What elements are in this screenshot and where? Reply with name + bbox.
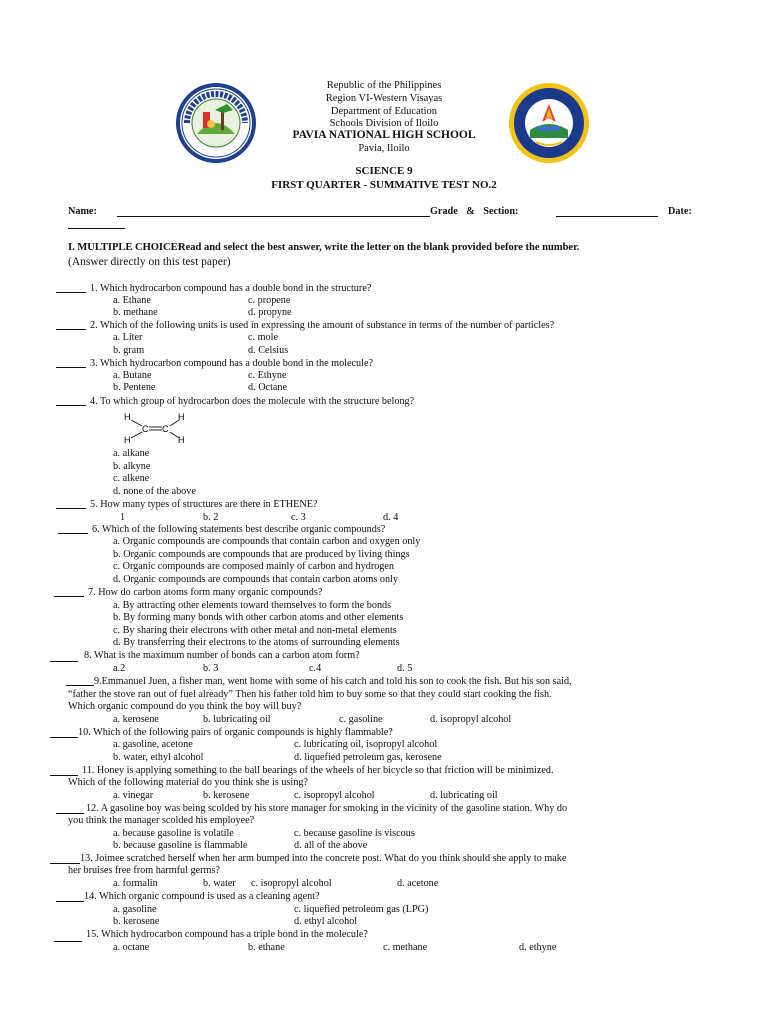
q3-option-a: a. Butane <box>113 370 152 381</box>
q8-option-a: a.2 <box>113 663 126 674</box>
q2-option-a: a. Liter <box>113 332 143 343</box>
q1-option-d: d. propyne <box>248 307 292 318</box>
q13-option-d: d. acetone <box>397 878 439 889</box>
q10-option-a: a. gasoline, acetone <box>113 739 193 750</box>
question-11-line-1: 11. Honey is applying something to the ball bearings of the wheels of her bicycle so that friction will be minimized. <box>82 765 554 776</box>
q12-option-c: c. because gasoline is viscous <box>294 828 415 839</box>
answer-blank-6[interactable] <box>58 524 88 534</box>
question-11-line-2: Which of the following material do you think she is using? <box>68 777 308 788</box>
q1-option-b: b. methane <box>113 307 158 318</box>
q6-option-d: d. Organic compounds are compounds that contain carbon atoms only <box>113 574 398 585</box>
q10-option-c: c. lubricating oil, isopropyl alcohol <box>294 739 438 750</box>
answer-blank-1[interactable] <box>56 283 86 293</box>
q5-option-a: 1 <box>120 512 126 523</box>
q7-option-c: c. By sharing their electrons with other metal and non-metal elements <box>113 625 397 636</box>
answer-blank-3[interactable] <box>56 358 86 368</box>
q11-option-b: b. kerosene <box>203 790 250 801</box>
header-line-3: Department of Education <box>330 106 438 117</box>
q11-option-a: a. vinegar <box>113 790 154 801</box>
section-title: I. MULTIPLE CHOICE: <box>68 242 182 253</box>
header-line-1: Republic of the Philippines <box>326 80 442 91</box>
structure-h3: H <box>124 435 131 445</box>
q4-option-c: c. alkene <box>113 473 150 484</box>
q8-option-d: d. 5 <box>397 663 413 674</box>
q1-option-a: a. Ethane <box>113 295 151 306</box>
structure-c1: C <box>142 424 149 434</box>
answer-blank-4[interactable] <box>56 396 86 406</box>
q3-option-b: b. Pentene <box>113 382 156 393</box>
question-8: 8. What is the maximum number of bonds can a carbon atom form? <box>84 650 360 661</box>
q11-option-c: c. isopropyl alcohol <box>294 790 375 801</box>
school-name: PAVIA NATIONAL HIGH SCHOOL <box>292 129 476 141</box>
q10-option-b: b. water, ethyl alcohol <box>113 752 204 763</box>
school-town: Pavia, Iloilo <box>358 143 410 154</box>
q7-option-a: a. By attracting other elements toward themselves to form the bonds <box>113 600 392 611</box>
question-15: 15. Which hydrocarbon compound has a triple bond in the molecule? <box>86 929 368 940</box>
question-2: 2. Which of the following units is used in expressing the amount of substance in terms of the number of particles? <box>90 320 555 331</box>
q3-option-c: c. Ethyne <box>248 370 287 381</box>
answer-blank-2[interactable] <box>56 320 86 330</box>
header-line-4: Schools Division of Iloilo <box>329 118 439 129</box>
question-5: 5. How many types of structures are there in ETHENE? <box>90 499 318 510</box>
answer-blank-14[interactable] <box>56 892 84 902</box>
q15-option-c: c. methane <box>383 942 428 953</box>
q9-option-a: a. kerosene <box>113 714 159 725</box>
q10-option-d: d. liquefied petroleum gas, kerosene <box>294 752 442 763</box>
answer-blank-9[interactable] <box>66 676 94 686</box>
question-9-line-2: “father the stove ran out of fuel already” Then his father told him to buy some so that they could start cooking the fish. <box>68 689 552 700</box>
q15-option-d: d. ethyne <box>519 942 557 953</box>
q9-option-d: d. isopropyl alcohol <box>430 714 512 725</box>
q6-option-a: a. Organic compounds are compounds that contain carbon and oxygen only <box>113 536 421 547</box>
answer-blank-15[interactable] <box>54 932 82 942</box>
q14-option-c: c. liquefied petroleum gas (LPG) <box>294 904 429 915</box>
q14-option-d: d. ethyl alcohol <box>294 916 358 927</box>
question-6: 6. Which of the following statements best describe organic compounds? <box>92 524 386 535</box>
q13-option-c: c. isopropyl alcohol <box>251 878 332 889</box>
grade-section-field[interactable] <box>556 205 658 217</box>
question-12-line-1: 12. A gasoline boy was being scolded by his store manager for smoking in the vicinity of the gasoline station. Why do <box>86 803 568 814</box>
answer-blank-12[interactable] <box>56 804 84 814</box>
q2-option-b: b. gram <box>113 345 145 356</box>
q5-option-b: b. 2 <box>203 512 219 523</box>
q4-option-a: a. alkane <box>113 448 150 459</box>
answer-blank-8[interactable] <box>50 652 78 662</box>
q14-option-a: a. gasoline <box>113 904 157 915</box>
question-4: 4. To which group of hydrocarbon does the molecule with the structure belong? <box>90 396 415 407</box>
structure-h4: H <box>178 435 185 445</box>
subject-title: SCIENCE 9 <box>355 165 413 177</box>
grade-section-label: Grade & Section: <box>430 206 519 217</box>
q14-option-b: b. kerosene <box>113 916 160 927</box>
q6-option-b: b. Organic compounds are compounds that are produced by living things <box>113 549 410 560</box>
q8-option-b: b. 3 <box>203 663 219 674</box>
q9-option-b: b. lubricating oil <box>203 714 271 725</box>
date-label: Date: <box>668 206 692 217</box>
answer-blank-11[interactable] <box>50 766 78 776</box>
q12-option-d: d. all of the above <box>294 840 368 851</box>
section-instruction: Read and select the best answer, write the letter on the blank provided before the number. <box>178 242 580 253</box>
structure-h2: H <box>178 412 185 422</box>
q12-option-b: b. because gasoline is flammable <box>113 840 248 851</box>
structure-h1: H <box>124 412 131 422</box>
q2-option-c: c. mole <box>248 332 278 343</box>
question-12-line-2: you think the manager scolded his employee? <box>68 815 255 826</box>
q4-option-b: b. alkyne <box>113 461 151 472</box>
q8-option-c: c.4 <box>309 663 322 674</box>
answer-blank-13[interactable] <box>50 854 80 864</box>
q5-option-d: d. 4 <box>383 512 399 523</box>
q13-option-a: a. formalin <box>113 878 158 889</box>
question-1: 1. Which hydrocarbon compound has a double bond in the structure? <box>90 283 372 294</box>
q1-option-c: c. propene <box>248 295 291 306</box>
name-field[interactable] <box>117 205 430 217</box>
question-9-line-3: Which organic compound do you think the boy will buy? <box>68 701 302 712</box>
answer-blank-7[interactable] <box>54 587 84 597</box>
question-10: 10. Which of the following pairs of organic compounds is highly flammable? <box>78 727 393 738</box>
q2-option-d: d. Celsius <box>248 345 289 356</box>
section-note: (Answer directly on this test paper) <box>68 256 231 268</box>
answer-blank-5[interactable] <box>56 499 86 509</box>
q7-option-b: b. By forming many bonds with other carbon atoms and other elements <box>113 612 404 623</box>
q9-option-c: c. gasoline <box>339 714 383 725</box>
question-9-line-1: 9.Emmanuel Juen, a fisher man, went home with some of his catch and told his son to cook the fish. But his son said, <box>94 676 572 687</box>
q15-option-a: a. octane <box>113 942 150 953</box>
q7-option-d: d. By transferring their electrons to the atoms of surrounding elements <box>113 637 400 648</box>
question-3: 3. Which hydrocarbon compound has a double bond in the molecule? <box>90 358 374 369</box>
test-title: FIRST QUARTER - SUMMATIVE TEST NO.2 <box>271 179 497 191</box>
q11-option-d: d. lubricating oil <box>430 790 498 801</box>
structure-c2: C <box>162 424 169 434</box>
q3-option-d: d. Octane <box>248 382 288 393</box>
q12-option-a: a. because gasoline is volatile <box>113 828 234 839</box>
q15-option-b: b. ethane <box>248 942 285 953</box>
ethene-structure <box>120 410 200 446</box>
question-13-line-1: 13. Joimee scratched herself when her arm bumped into the concrete post. What do you think should she apply to make <box>80 853 567 864</box>
q6-option-c: c. Organic compounds are composed mainly of carbon and hydrogen <box>113 561 395 572</box>
name-label: Name: <box>68 206 97 217</box>
q4-option-d: d. none of the above <box>113 486 196 497</box>
question-7: 7. How do carbon atoms form many organic compounds? <box>88 587 323 598</box>
q5-option-c: c. 3 <box>291 512 306 523</box>
q13-option-b: b. water <box>203 878 236 889</box>
question-14: 14. Which organic compound is used as a cleaning agent? <box>84 891 320 902</box>
question-13-line-2: her bruises free from harmful germs? <box>68 865 220 876</box>
answer-blank-10[interactable] <box>50 728 78 738</box>
header-line-2: Region VI-Western Visayas <box>325 93 443 104</box>
date-field-line[interactable] <box>68 218 125 229</box>
